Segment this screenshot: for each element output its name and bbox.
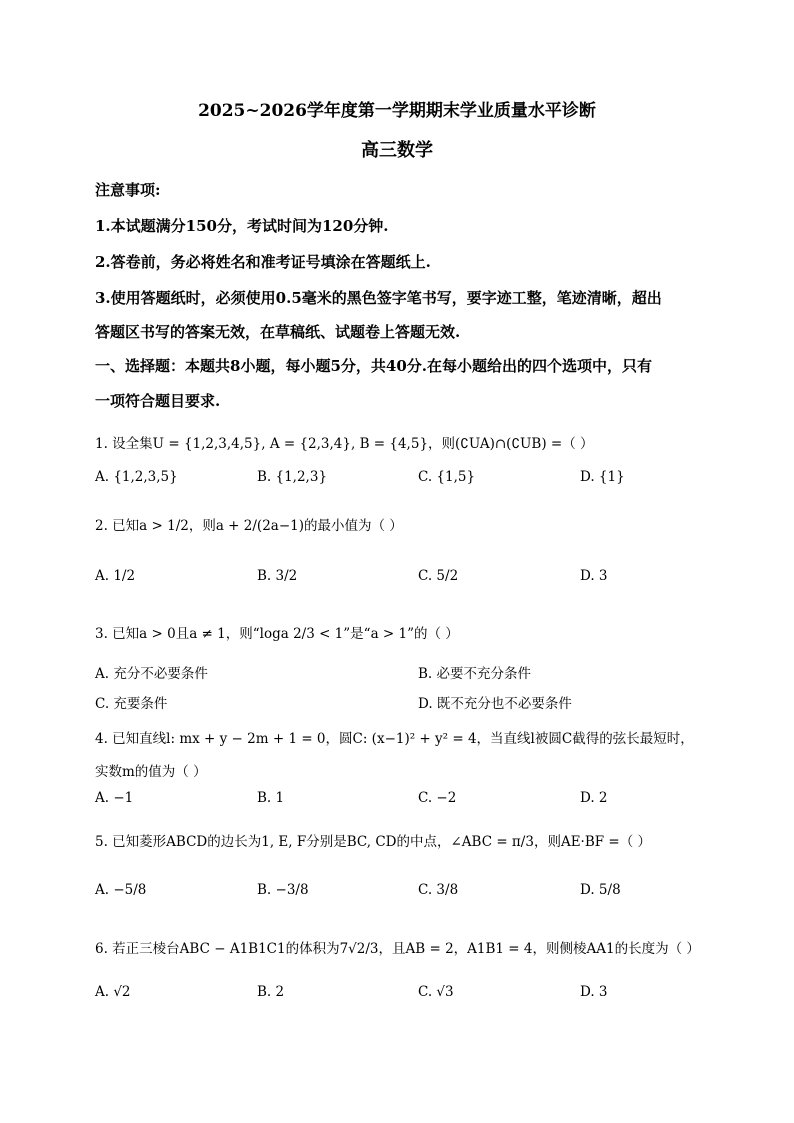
q6-option-b: B. 2 — [257, 984, 285, 1000]
q2-option-b: B. 3/2 — [257, 568, 298, 584]
question-1-stem: 1. 设全集U = {1,2,3,4,5}, A = {2,3,4}, B = {4,5}，则(∁UA)∩(∁UB) =（ ） — [95, 436, 594, 452]
q4-option-a: A. −1 — [95, 790, 134, 806]
q4-option-c: C. −2 — [418, 790, 457, 806]
q2-option-d: D. 3 — [580, 568, 608, 584]
q5-option-d: D. 5/8 — [580, 882, 621, 898]
q5-option-a: A. −5/8 — [95, 882, 147, 898]
q4-option-b: B. 1 — [257, 790, 285, 806]
note-item: 答题区书写的答案无效，在草稿纸、试题卷上答题无效. — [95, 323, 461, 341]
note-item: 3.使用答题纸时，必须使用0.5毫米的黑色签字笔书写，要字迹工整，笔迹清晰，超出 — [95, 289, 662, 307]
q1-option-d: D. {1} — [580, 469, 625, 485]
note-item: 1.本试题满分150分，考试时间为120分钟. — [95, 217, 389, 235]
q6-option-d: D. 3 — [580, 984, 608, 1000]
q3-option-c: C. 充要条件 — [95, 696, 168, 712]
q3-option-a: A. 充分不必要条件 — [95, 666, 208, 682]
q2-option-a: A. 1/2 — [95, 568, 136, 584]
q2-option-c: C. 5/2 — [418, 568, 459, 584]
section-heading: 一、选择题：本题共8小题，每小题5分，共40分.在每小题给出的四个选项中，只有 — [95, 357, 652, 375]
q4-option-d: D. 2 — [580, 790, 608, 806]
q6-option-a: A. √2 — [95, 984, 131, 1000]
q5-option-b: B. −3/8 — [257, 882, 309, 898]
notes-heading: 注意事项: — [95, 181, 161, 199]
q3-option-d: D. 既不充分也不必要条件 — [418, 696, 572, 712]
question-5-stem: 5. 已知菱形ABCD的边长为1, E, F分别是BC, CD的中点，∠ABC = π/3，则AE·BF =（ ） — [95, 834, 652, 850]
exam-title: 2025~2026学年度第一学期期末学业质量水平诊断 — [198, 101, 596, 121]
q1-option-b: B. {1,2,3} — [257, 469, 328, 485]
q3-option-b: B. 必要不充分条件 — [418, 666, 532, 682]
q6-option-c: C. √3 — [418, 984, 454, 1000]
q5-option-c: C. 3/8 — [418, 882, 459, 898]
question-6-stem: 6. 若正三棱台ABC − A1B1C1的体积为7√2/3，且AB = 2，A1B1 = 4，则侧棱AA1的长度为（ ） — [95, 941, 700, 957]
question-4-stem-cont: 实数m的值为（ ） — [95, 764, 207, 780]
q1-option-a: A. {1,2,3,5} — [95, 469, 178, 485]
q1-option-c: C. {1,5} — [418, 469, 476, 485]
note-item: 2.答卷前，务必将姓名和准考证号填涂在答题纸上. — [95, 253, 431, 271]
question-4-stem: 4. 已知直线l: mx + y − 2m + 1 = 0，圆C: (x−1)² + y² = 4，当直线l被圆C截得的弦长最短时， — [95, 731, 694, 747]
question-3-stem: 3. 已知a > 0且a ≠ 1，则“loga 2/3 < 1”是“a > 1”的（ ） — [95, 626, 459, 642]
exam-subtitle: 高三数学 — [361, 140, 433, 161]
section-heading-cont: 一项符合题目要求. — [95, 392, 221, 410]
question-2-stem: 2. 已知a > 1/2，则a + 2/(2a−1)的最小值为（ ） — [95, 518, 403, 534]
